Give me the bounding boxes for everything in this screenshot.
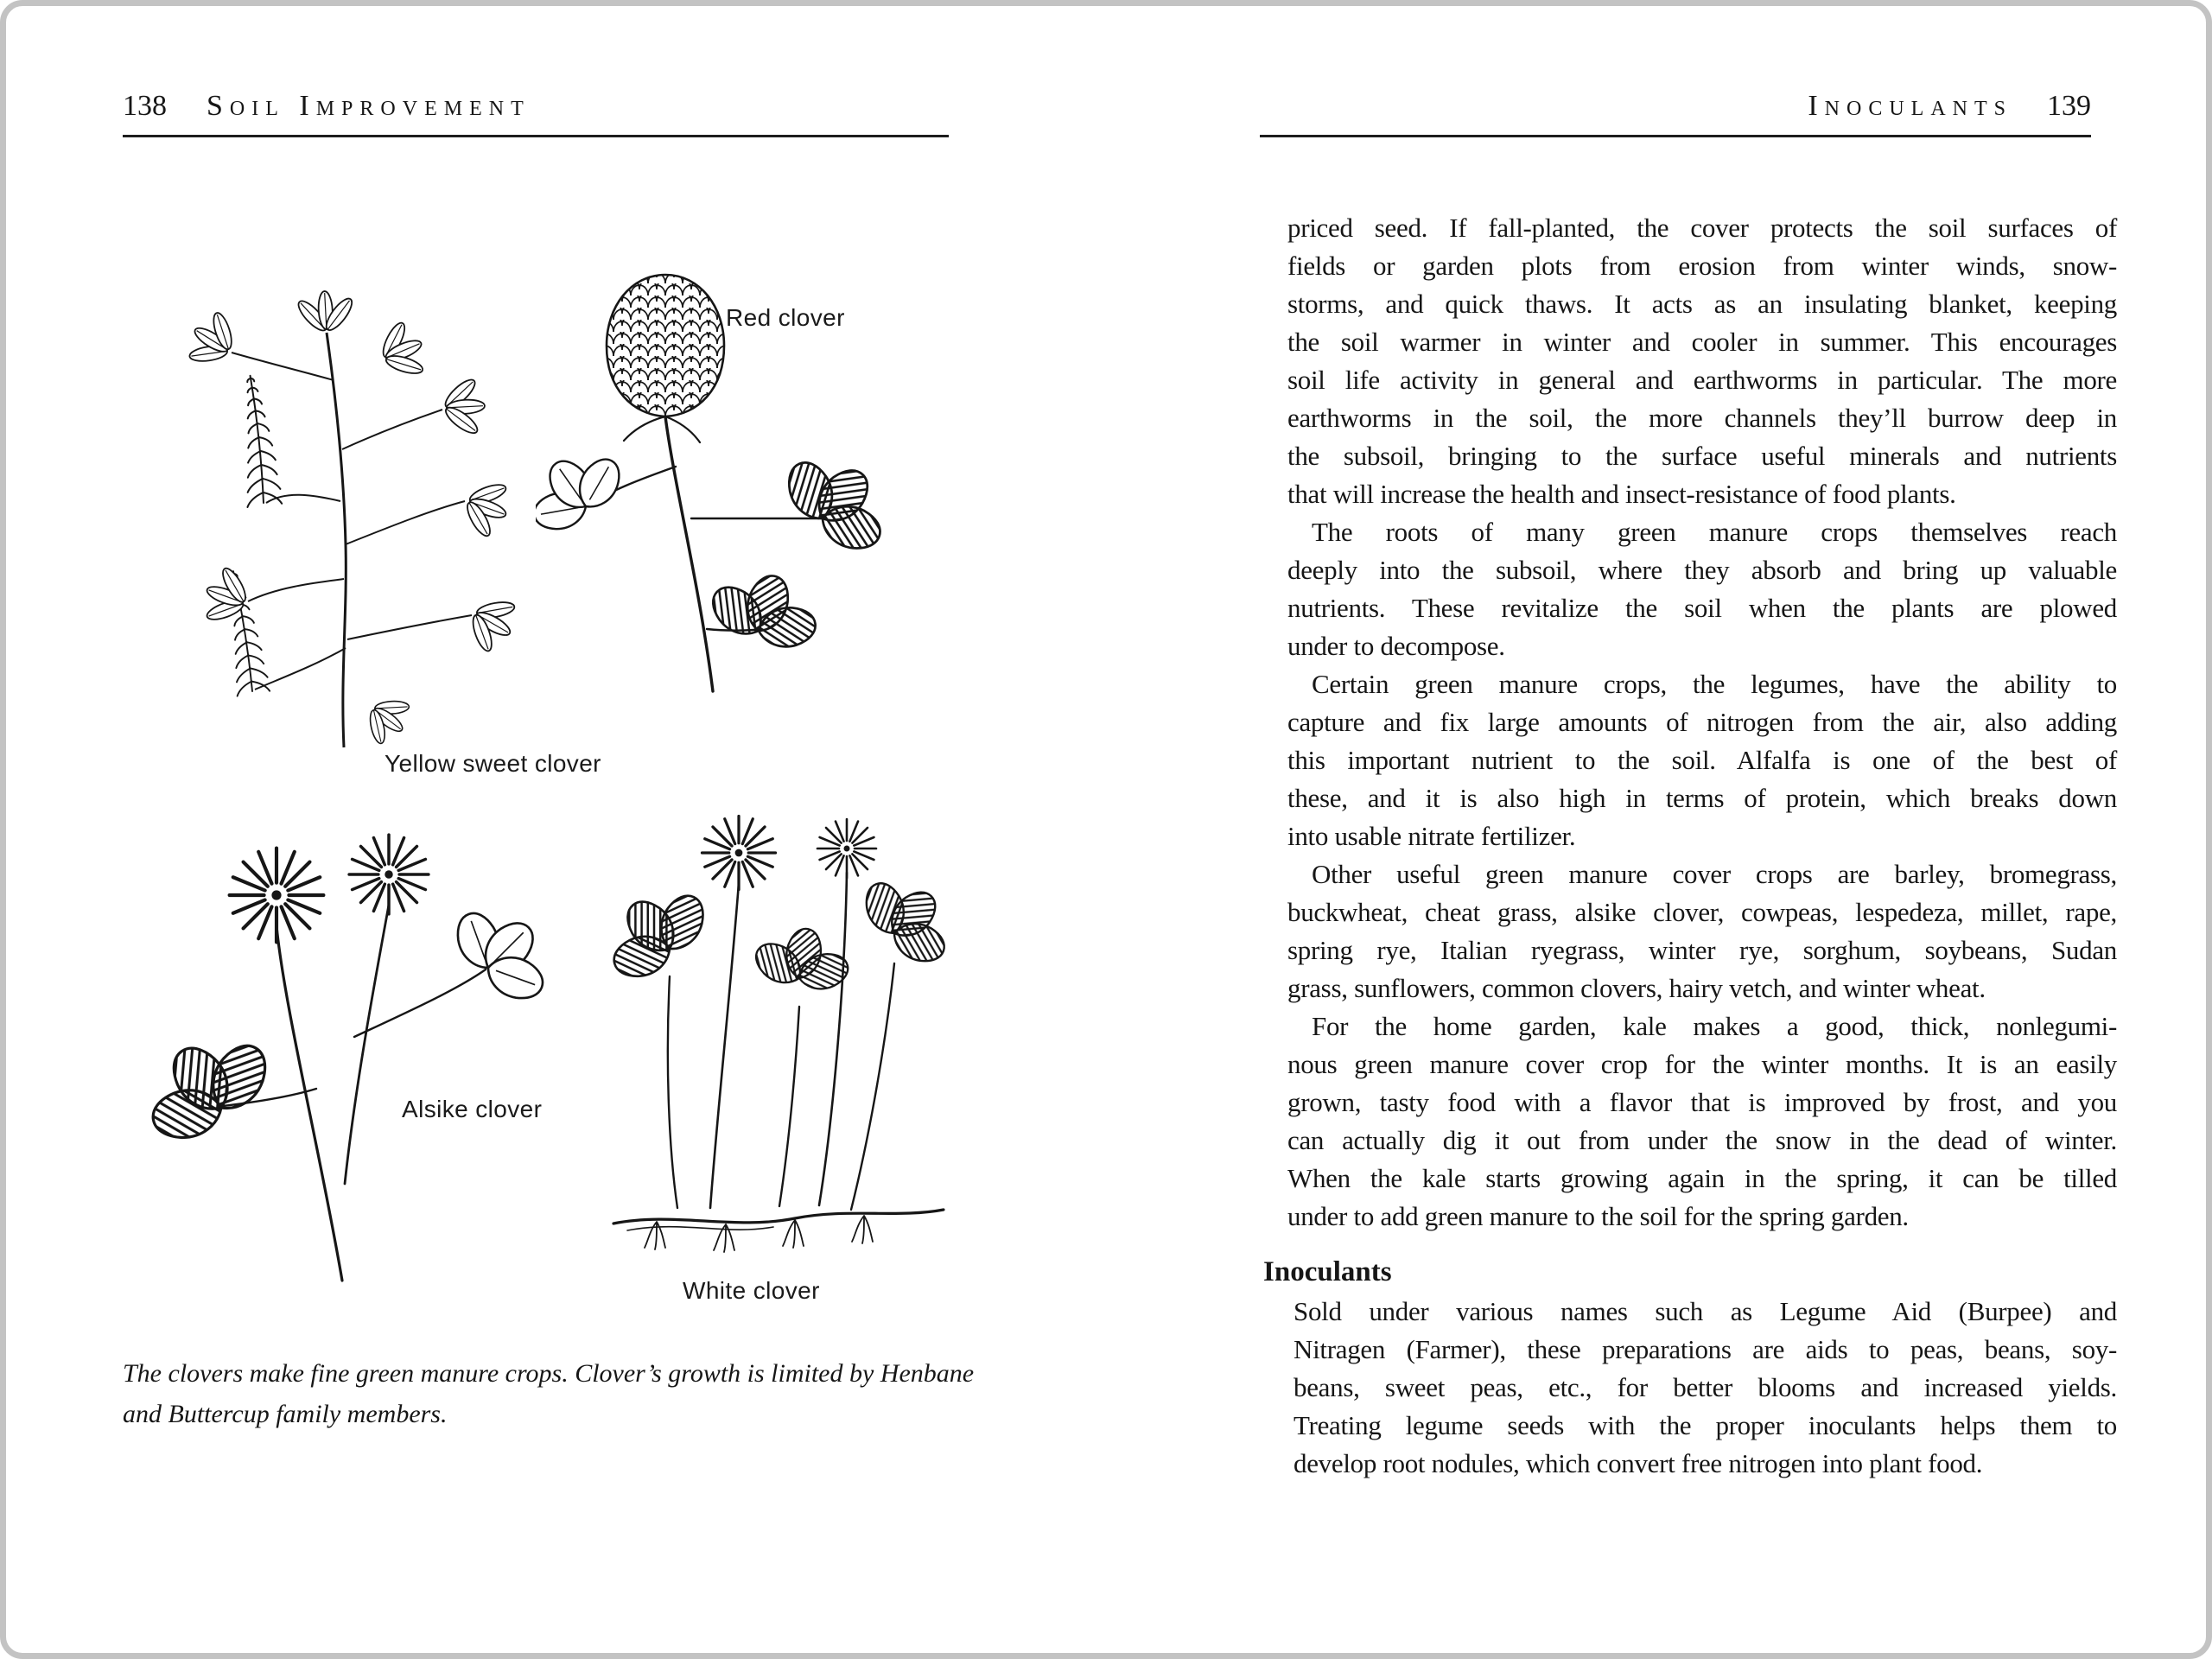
text-line: into usable nitrate fertilizer. [1287,821,1576,851]
text-line: The clovers make fine green manure crops. Clover’s growth is limited by Henbane [123,1359,975,1388]
paragraph-4 [1287,855,2117,1007]
text-line: buckwheat, cheat grass, alsike clover, cowpeas, lespedeza, millet, rape, [1287,897,2117,927]
figure-caption [123,1353,1004,1434]
figure-label-red-clover: Red clover [726,304,845,331]
paragraph-inoculants [1294,1293,2117,1483]
yellow-sweet-clover-illustration [130,242,570,752]
text-line: this important nutrient to the soil. Alfalfa is one of the best of [1287,745,2117,775]
header-rule-right [1260,135,2091,137]
paragraph-5 [1287,1007,2117,1236]
running-head-title-right: Inoculants [1808,90,2012,122]
figure-label-alsike-clover: Alsike clover [402,1096,543,1122]
text-line: under to add green manure to the soil for the spring garden. [1287,1201,1909,1231]
text-line: Nitragen (Farmer), these preparations are aids to peas, beans, soy- [1294,1334,2117,1364]
text-line: grass, sunflowers, common clovers, hairy vetch, and winter wheat. [1287,973,1986,1003]
text-line: can actually dig it out from under the snow in the dead of winter. [1287,1125,2117,1155]
paragraph-1 [1287,209,2117,513]
header-rule-left [123,135,949,137]
paragraph-3 [1287,665,2117,855]
text-line: earthworms in the soil, the more channels they’ll burrow deep in [1287,403,2117,433]
running-head-left [123,90,531,123]
running-head-right [1808,90,2091,123]
text-line: The roots of many green manure crops themselves reach [1312,517,2117,547]
text-line: storms, and quick thaws. It acts as an insulating blanket, keeping [1287,289,2117,319]
section-heading-inoculants: Inoculants [1263,1256,1392,1287]
text-line: grown, tasty food with a flavor that is improved by frost, and you [1287,1087,2117,1117]
text-line: fields or garden plots from erosion from winter winds, snow- [1287,251,2117,281]
text-line: under to decompose. [1287,631,1505,661]
running-head-title-left: Soil Improvement [207,90,531,122]
text-line: these, and it is also high in terms of protein, which breaks down [1287,783,2117,813]
text-line: that will increase the health and insect-resistance of food plants. [1287,479,1956,509]
page-number-left: 138 [123,90,167,122]
text-line: nous green manure cover crop for the winter months. It is an easily [1287,1049,2117,1079]
text-line: the subsoil, bringing to the surface useful minerals and nutrients [1287,441,2117,471]
text-line: the soil warmer in winter and cooler in summer. This encourages [1287,327,2117,357]
text-line: Sold under various names such as Legume Aid (Burpee) and [1294,1296,2117,1326]
page-number-right: 139 [2047,90,2091,122]
text-line: spring rye, Italian ryegrass, winter rye, sorghum, soybeans, Sudan [1287,935,2117,965]
text-line: and Buttercup family members. [123,1400,448,1428]
text-line: beans, sweet peas, etc., for better blooms and increased yields. [1294,1372,2117,1402]
text-line: Treating legume seeds with the proper inoculants helps them to [1294,1410,2117,1440]
clover-figure [121,225,933,1331]
text-line: soil life activity in general and earthworms in particular. The more [1287,365,2117,395]
text-line: capture and fix large amounts of nitrogen from the air, also adding [1287,707,2117,737]
text-line: For the home garden, kale makes a good, thick, nonlegumi- [1312,1011,2117,1041]
paragraph-2 [1287,513,2117,665]
text-line: develop root nodules, which convert free nitrogen into plant food. [1294,1448,1983,1478]
figure-label-yellow-sweet-clover: Yellow sweet clover [385,750,601,777]
text-line: deeply into the subsoil, where they absorb and bring up valuable [1287,555,2117,585]
white-clover-illustration [588,804,968,1287]
text-line: When the kale starts growing again in the spring, it can be tilled [1287,1163,2117,1193]
body-text-column [1263,209,2117,1483]
text-line: nutrients. These revitalize the soil when the plants are plowed [1287,593,2117,623]
text-line: Other useful green manure cover crops are barley, bromegrass, [1312,859,2117,889]
alsike-clover-illustration [147,821,553,1287]
text-line: priced seed. If fall-planted, the cover protects the soil surfaces of [1287,213,2117,243]
text-line: Certain green manure crops, the legumes, have the ability to [1312,669,2117,699]
figure-label-white-clover: White clover [683,1277,820,1304]
